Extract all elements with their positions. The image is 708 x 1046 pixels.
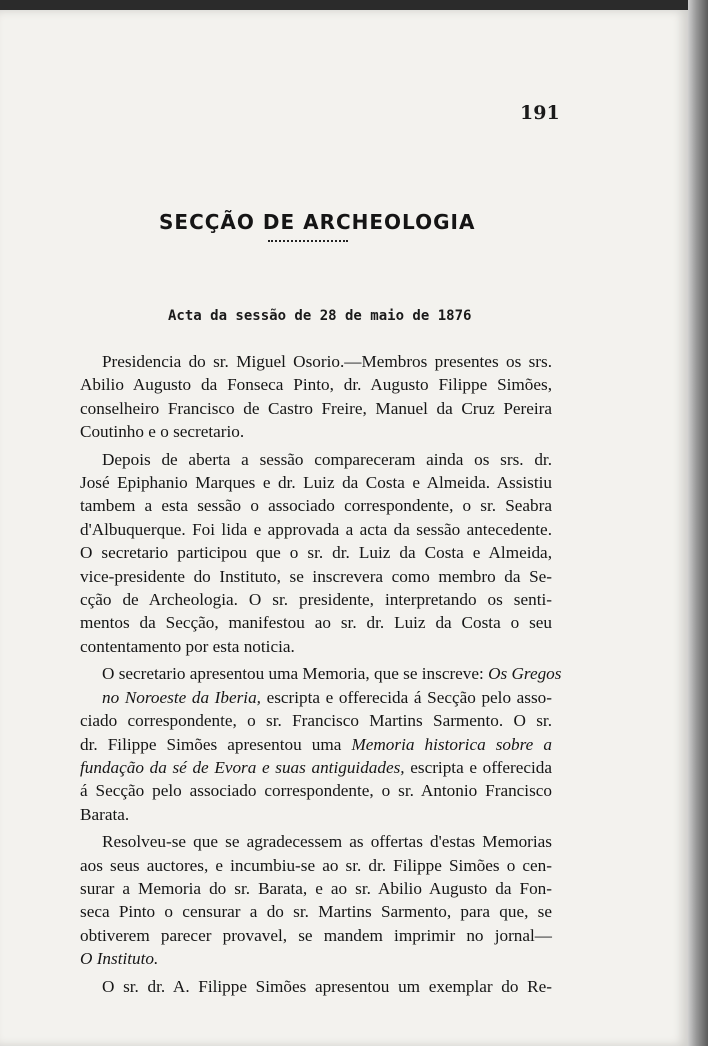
text-line <box>80 947 552 970</box>
minutes-body <box>80 350 562 998</box>
text-run: dr. Filippe Simões apresentou uma <box>80 734 352 754</box>
text-line: cção de Archeologia. O sr. presidente, interpretando os senti- <box>80 590 552 610</box>
text-line: á Secção pelo associado correspondente, o sr. Antonio Francisco <box>80 781 552 801</box>
text-line: tambem a esta sessão o associado correspondente, o sr. Seabra <box>80 496 552 516</box>
text-line: mentos da Secção, manifestou ao sr. dr. Luiz da Costa o seu <box>80 613 552 633</box>
text-line: aos seus auctores, e incumbiu-se ao sr. dr. Filippe Simões o cen- <box>80 855 552 875</box>
text-run: escripta e offerecida á Secção pelo asso- <box>260 687 552 707</box>
book-page <box>0 10 688 1046</box>
text-run: escripta e offerecida <box>404 757 552 777</box>
text-line: Presidencia do sr. Miguel Osorio.—Membros presentes os srs. <box>102 352 552 371</box>
paragraph-memorias <box>80 662 562 826</box>
text-line: O sr. dr. A. Filippe Simões apresentou um exemplar do Re- <box>102 976 552 996</box>
section-title: SECÇÃO DE ARCHEOLOGIA <box>159 210 476 234</box>
text-line <box>80 756 552 779</box>
text-line: O secretario participou que o sr. dr. Luiz da Costa e Almeida, <box>80 543 552 563</box>
text-line: ciado correspondente, o sr. Francisco Martins Sarmento. O sr. <box>80 711 552 731</box>
text-line: conselheiro Francisco de Castro Freire, Manuel da Cruz Pereira <box>80 398 552 418</box>
text-line: Resolveu-se que se agradecessem as offertas d'estas Memorias <box>102 832 552 852</box>
paragraph-attendance <box>80 350 552 444</box>
paragraph-opening <box>80 448 552 659</box>
text-run: O secretario apresentou uma Memoria, que se inscreve: <box>102 664 489 684</box>
text-line: d'Albuquerque. Foi lida e approvada a acta da sessão antecedente. <box>80 519 552 539</box>
text-line: contentamento por esta noticia. <box>80 636 295 656</box>
text-line: Coutinho e o secretario. <box>80 422 245 442</box>
paragraph-resolution <box>80 830 552 970</box>
text-line <box>80 662 562 685</box>
text-line: obtiverem parecer provavel, se mandem imprimir no jornal— <box>80 925 552 945</box>
journal-title: O Instituto. <box>80 949 159 969</box>
session-heading: Acta da sessão de 28 de maio de 1876 <box>168 308 472 324</box>
memoria-title-iberia: no Noroeste da Iberia, <box>102 687 261 707</box>
text-line: José Epiphanio Marques e dr. Luiz da Costa e Almeida. Assistiu <box>80 473 552 493</box>
book-page-edge <box>688 0 708 1046</box>
page-number: 191 <box>520 102 560 124</box>
memoria-title-evora: fundação da sé de Evora e suas antiguidades, <box>80 757 405 777</box>
text-line: Depois de aberta a sessão compareceram ainda os srs. dr. <box>102 449 552 469</box>
text-line <box>80 686 552 709</box>
text-line: surar a Memoria do sr. Barata, e ao sr. Abilio Augusto da Fon- <box>80 878 552 898</box>
text-line <box>80 733 552 756</box>
text-line: Abilio Augusto da Fonseca Pinto, dr. Augusto Filippe Simões, <box>80 375 552 395</box>
title-underline-ornament <box>268 236 348 242</box>
memoria-title-historica: Memoria historica sobre a <box>351 734 552 754</box>
text-line: seca Pinto o censurar a do sr. Martins Sarmento, para que, se <box>80 902 552 922</box>
paragraph-exemplar <box>80 975 552 998</box>
text-line: vice-presidente do Instituto, se inscrevera como membro da Se- <box>80 566 552 586</box>
text-line: Barata. <box>80 804 130 824</box>
memoria-title-gregos: Os Gregos <box>488 664 562 684</box>
